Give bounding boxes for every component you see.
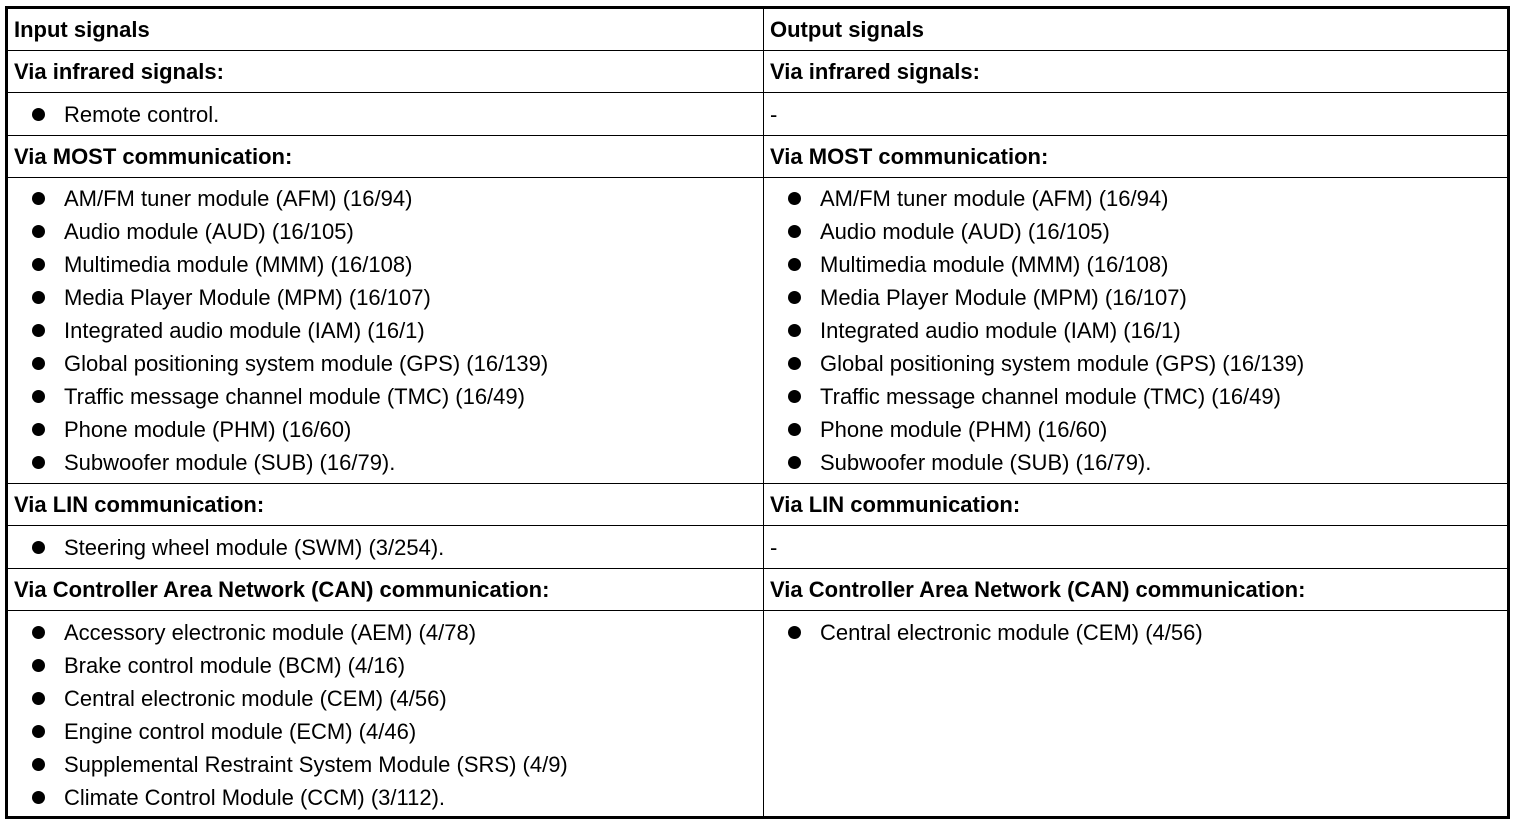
section-content-row-can (7, 611, 1509, 818)
bullet-icon (32, 258, 45, 271)
bullet-icon (32, 692, 45, 705)
input-infrared-list (14, 98, 763, 131)
bullet-icon (788, 258, 801, 271)
list-item (770, 413, 1507, 446)
bullet-icon (32, 541, 45, 554)
input-most-heading: Via MOST communication: (7, 136, 764, 178)
list-item (14, 649, 763, 682)
list-item (770, 182, 1507, 215)
section-content-row-most (7, 178, 1509, 484)
bullet-icon (32, 758, 45, 771)
list-item-text: Multimedia module (MMM) (16/108) (64, 252, 413, 277)
list-item (14, 413, 763, 446)
list-item-text: Central electronic module (CEM) (4/56) (64, 686, 447, 711)
output-can-cell (764, 611, 1509, 818)
list-item (14, 281, 763, 314)
list-item (770, 215, 1507, 248)
output-signals-header: Output signals (764, 8, 1509, 51)
list-item (770, 281, 1507, 314)
input-signals-header: Input signals (7, 8, 764, 51)
section-content-row-lin (7, 526, 1509, 569)
input-lin-cell (7, 526, 764, 569)
list-item (770, 347, 1507, 380)
output-most-cell (764, 178, 1509, 484)
bullet-icon (788, 357, 801, 370)
bullet-icon (788, 225, 801, 238)
list-item-text: Phone module (PHM) (16/60) (820, 417, 1108, 442)
list-item (14, 715, 763, 748)
list-item-text: AM/FM tuner module (AFM) (16/94) (820, 186, 1169, 211)
input-lin-heading: Via LIN communication: (7, 484, 764, 526)
list-item-text: Traffic message channel module (TMC) (16/49) (64, 384, 525, 409)
bullet-icon (32, 725, 45, 738)
list-item-text: Multimedia module (MMM) (16/108) (820, 252, 1169, 277)
list-item (770, 248, 1507, 281)
list-item (14, 182, 763, 215)
list-item (14, 446, 763, 479)
bullet-icon (32, 108, 45, 121)
output-lin-heading: Via LIN communication: (764, 484, 1509, 526)
bullet-icon (32, 192, 45, 205)
output-most-heading: Via MOST communication: (764, 136, 1509, 178)
section-heading-row-infrared (7, 51, 1509, 93)
input-lin-list (14, 531, 763, 564)
bullet-icon (32, 357, 45, 370)
input-can-heading: Via Controller Area Network (CAN) communication: (7, 569, 764, 611)
list-item (14, 748, 763, 781)
list-item-text: AM/FM tuner module (AFM) (16/94) (64, 186, 413, 211)
input-most-cell (7, 178, 764, 484)
list-item (14, 98, 763, 131)
list-item-text: Remote control. (64, 101, 220, 127)
bullet-icon (32, 791, 45, 804)
list-item-text: Media Player Module (MPM) (16/107) (64, 285, 431, 310)
bullet-icon (32, 324, 45, 337)
list-item-text: Global positioning system module (GPS) (16/139) (64, 351, 549, 376)
section-heading-row-can (7, 569, 1509, 611)
list-item (14, 682, 763, 715)
list-item-text: Integrated audio module (IAM) (16/1) (820, 318, 1181, 343)
list-item (770, 314, 1507, 347)
table-header-row (7, 8, 1509, 51)
list-item-text: Subwoofer module (SUB) (16/79). (820, 450, 1152, 475)
list-item (14, 215, 763, 248)
input-most-list (14, 182, 763, 479)
output-infrared-heading: Via infrared signals: (764, 51, 1509, 93)
list-item-text: Phone module (PHM) (16/60) (64, 417, 352, 442)
bullet-icon (788, 390, 801, 403)
bullet-icon (32, 291, 45, 304)
list-item-text: Global positioning system module (GPS) (16/139) (820, 351, 1305, 376)
bullet-icon (788, 291, 801, 304)
list-item-text: Media Player Module (MPM) (16/107) (820, 285, 1187, 310)
output-infrared-empty: - (764, 93, 1509, 136)
bullet-icon (788, 626, 801, 639)
input-can-cell (7, 611, 764, 818)
list-item (14, 347, 763, 380)
list-item (14, 531, 763, 564)
list-item (14, 781, 763, 814)
list-item (14, 314, 763, 347)
bullet-icon (32, 423, 45, 436)
section-content-row-infrared (7, 93, 1509, 136)
list-item-text: Steering wheel module (SWM) (3/254). (64, 534, 445, 560)
bullet-icon (32, 626, 45, 639)
list-item-text: Subwoofer module (SUB) (16/79). (64, 450, 396, 475)
input-infrared-heading: Via infrared signals: (7, 51, 764, 93)
list-item-text: Accessory electronic module (AEM) (4/78) (64, 620, 477, 645)
input-can-list (14, 616, 763, 814)
list-item (770, 446, 1507, 479)
output-lin-empty: - (764, 526, 1509, 569)
list-item (14, 248, 763, 281)
list-item-text: Brake control module (BCM) (4/16) (64, 653, 406, 678)
list-item-text: Traffic message channel module (TMC) (16/49) (820, 384, 1281, 409)
signals-table (5, 6, 1510, 819)
output-can-list (770, 616, 1507, 649)
bullet-icon (788, 192, 801, 205)
list-item (14, 616, 763, 649)
list-item (14, 380, 763, 413)
list-item (770, 616, 1507, 649)
bullet-icon (32, 225, 45, 238)
list-item-text: Supplemental Restraint System Module (SRS) (4/9) (64, 752, 568, 777)
list-item-text: Climate Control Module (CCM) (3/112). (64, 785, 446, 810)
input-infrared-cell (7, 93, 764, 136)
list-item-text: Engine control module (ECM) (4/46) (64, 719, 417, 744)
section-heading-row-lin (7, 484, 1509, 526)
bullet-icon (788, 324, 801, 337)
output-most-list (770, 182, 1507, 479)
output-can-heading: Via Controller Area Network (CAN) communication: (764, 569, 1509, 611)
section-heading-row-most (7, 136, 1509, 178)
bullet-icon (32, 390, 45, 403)
list-item (770, 380, 1507, 413)
list-item-text: Audio module (AUD) (16/105) (820, 219, 1110, 244)
list-item-text: Central electronic module (CEM) (4/56) (820, 620, 1203, 645)
bullet-icon (32, 659, 45, 672)
bullet-icon (788, 423, 801, 436)
list-item-text: Audio module (AUD) (16/105) (64, 219, 354, 244)
bullet-icon (788, 456, 801, 469)
bullet-icon (32, 456, 45, 469)
list-item-text: Integrated audio module (IAM) (16/1) (64, 318, 425, 343)
